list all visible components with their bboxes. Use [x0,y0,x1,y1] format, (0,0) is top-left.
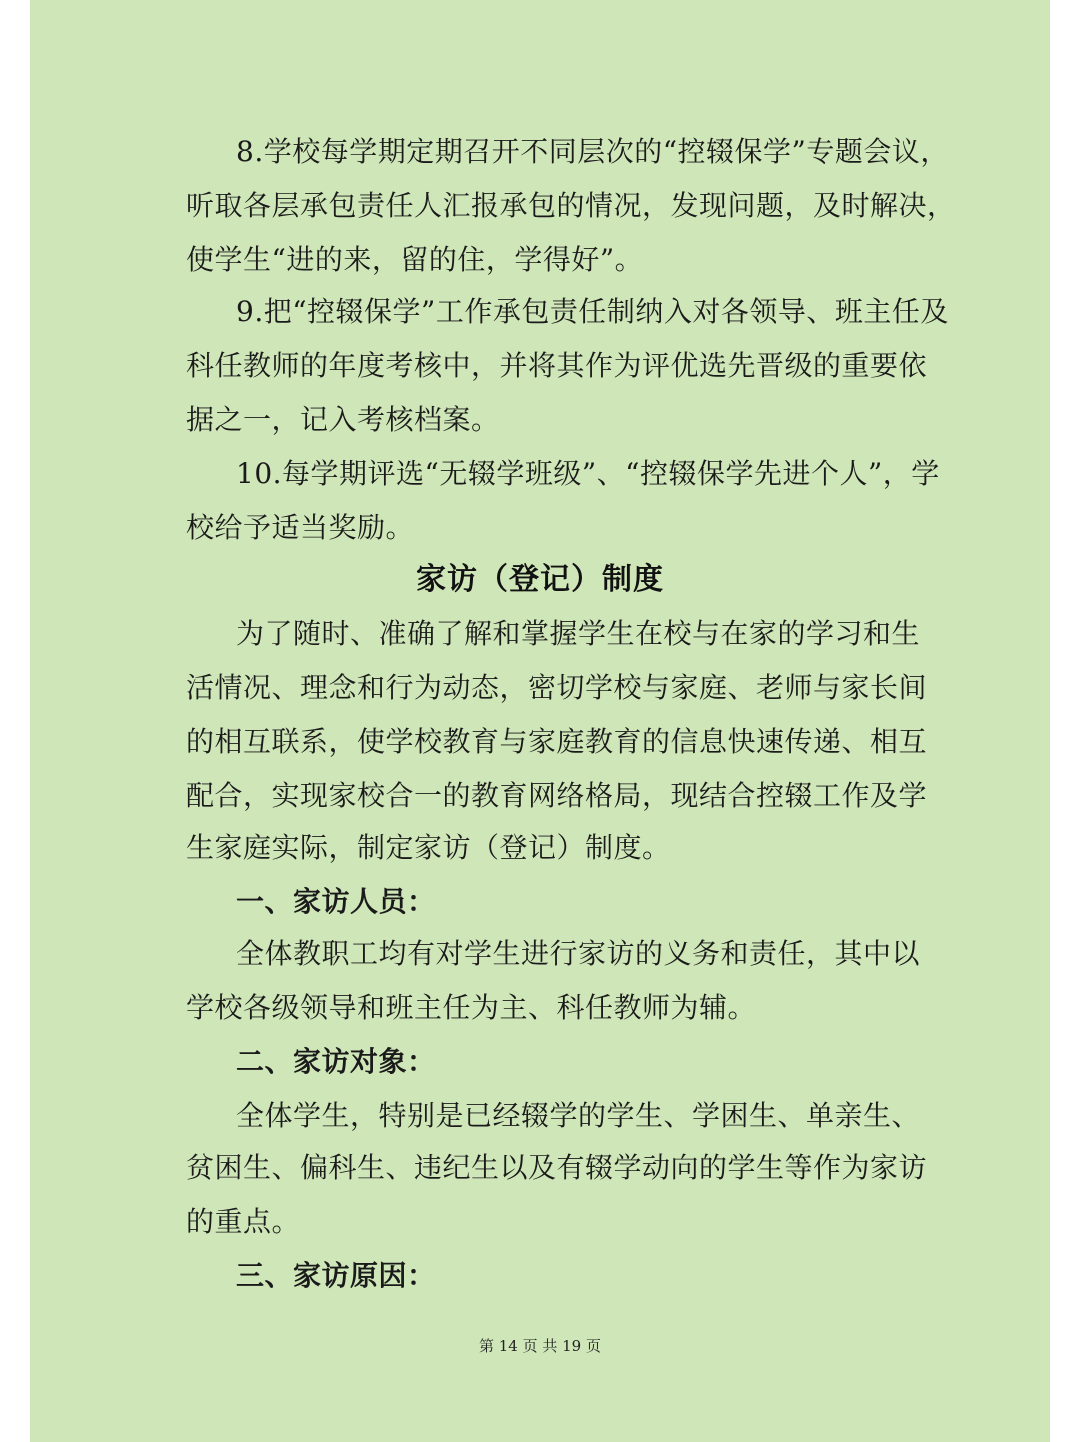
intro-line5: 生家庭实际，制定家访（登记）制度。 [186,831,671,864]
intro-line3: 的相互联系，使学校教育与家庭教育的信息快速传递、相互 [186,725,928,758]
item8-line3: 使学生“进的来，留的住，学得好”。 [186,243,644,276]
intro-line2: 活情况、理念和行为动态，密切学校与家庭、老师与家长间 [186,671,928,704]
part1-line1: 全体教职工均有对学生进行家访的义务和责任，其中以 [236,937,921,970]
part2-line3: 的重点。 [186,1205,301,1238]
item8-line1: 8.学校每学期定期召开不同层次的“控辍保学”专题会议， [236,135,949,168]
item9-line3: 据之一，记入考核档案。 [186,403,500,436]
item9-line2: 科任教师的年度考核中，并将其作为评优选先晋级的重要依 [186,349,928,382]
part2-line1: 全体学生，特别是已经辍学的学生、学困生、单亲生、 [236,1099,921,1132]
item10-line1: 10.每学期评选“无辍学班级”、“控辍保学先进个人”，学 [236,457,940,490]
item9-line1: 9.把“控辍保学”工作承包责任制纳入对各领导、班主任及 [236,295,949,328]
intro-line1: 为了随时、准确了解和掌握学生在校与在家的学习和生 [236,617,921,650]
item8-line2: 听取各层承包责任人汇报承包的情况，发现问题，及时解决， [186,189,956,222]
part1-line2: 学校各级领导和班主任为主、科任教师为辅。 [186,991,757,1024]
page-footer: 第 14 页 共 19 页 [478,1337,601,1355]
section-title: 家访（登记）制度 [416,562,664,597]
document-page [30,0,1050,1442]
part2-heading: 二、家访对象： [236,1045,436,1078]
part1-heading: 一、家访人员： [236,885,436,918]
intro-line4: 配合，实现家校合一的教育网络格局，现结合控辍工作及学 [186,779,928,812]
part3-heading: 三、家访原因： [236,1259,436,1292]
part2-line2: 贫困生、偏科生、违纪生以及有辍学动向的学生等作为家访 [186,1151,928,1184]
item10-line2: 校给予适当奖励。 [186,511,415,544]
